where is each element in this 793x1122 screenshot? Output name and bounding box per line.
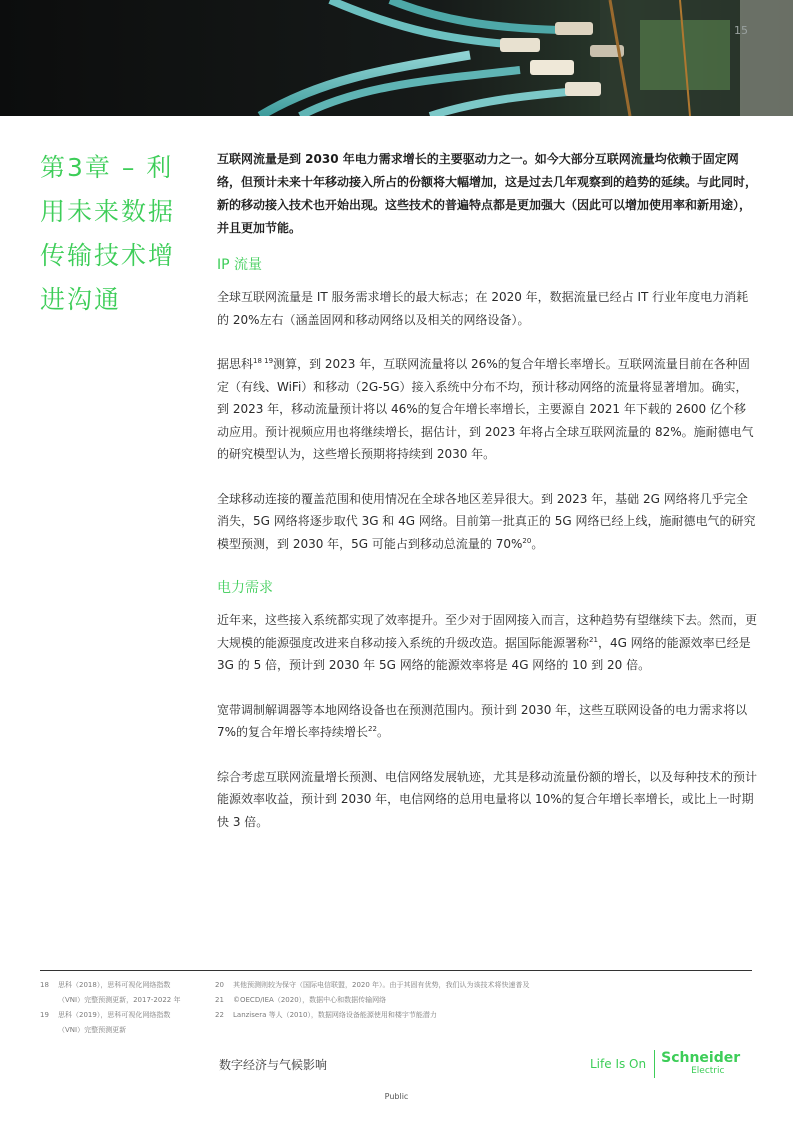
footnote-item: 22 Lanzisera 等人（2010），数据网络设备能源使用和楼宇节能潜力 <box>215 1011 437 1019</box>
footnotes-left <box>40 978 215 1038</box>
intro-paragraph: 互联网流量是到 2030 年电力需求增长的主要驱动力之一。如今大部分互联网流量均依赖于固定网络，但预计未来十年移动接入所占的份额将大幅增加，这是过去几年观察到的趋势的延续。与此同时，新的移动接入技术也开始出现。这些技术的普遍特点都是更加强大（因此可以增加使用率和新用途），并且更加节能。 <box>217 152 758 235</box>
brand-sub: Electric <box>691 1066 725 1076</box>
footnote-item: 19 思科（2019），思科可视化网络指数 （VNI）完整预测更新 <box>40 1011 171 1034</box>
paragraph: 近年来，这些接入系统都实现了效率提升。至少对于固网接入而言，这种趋势有望继续下去。然而，更大规模的能源强度改进来自移动接入系统的升级改造。据国际能源署称$^{21}$，4G 网络的能源效率已经是 3G 的 5 倍，预计到 2030 年 5G 网络的能源效率将是 4G 网络的 10 到 20 倍。 <box>217 613 758 672</box>
footnotes-right <box>215 978 755 1023</box>
hero-image <box>0 0 793 116</box>
tagline: Life Is On <box>590 1057 647 1071</box>
chapter-title: 第3章 – 利用未来数据传输技术增进沟通 <box>40 153 176 314</box>
schneider-logo <box>590 1050 740 1078</box>
logo-divider <box>654 1050 655 1078</box>
section-heading-power-demand: 电力需求 <box>217 580 273 596</box>
footnote-item: 18 思科（2018），思科可视化网络指数 （VNI）完整预测更新，2017-2022 年 <box>40 981 181 1004</box>
classification-label: Public <box>384 1092 409 1101</box>
section-heading-ip-traffic: IP 流量 <box>217 257 263 273</box>
hero-cables-graphic <box>0 0 793 116</box>
page-number: 15 <box>734 24 748 37</box>
paragraph: 全球互联网流量是 IT 服务需求增长的最大标志；在 2020 年，数据流量已经占 IT 行业年度电力消耗的 20%左右（涵盖固网和移动网络以及相关的网络设备）。 <box>217 290 749 327</box>
footnote-divider <box>40 970 752 971</box>
paragraph: 综合考虑互联网流量增长预测、电信网络发展轨迹，尤其是移动流量份额的增长，以及每种技术的预计能源效率收益，预计到 2030 年，电信网络的总用电量将以 10%的复合年增长率增长，或比上一时期快 3 倍。 <box>217 769 758 829</box>
paragraph: 据思科$^{18 19}$测算，到 2023 年，互联网流量将以 26%的复合年增长率增长。互联网流量目前在各种固定（有线、WiFi）和移动（2G-5G）接入系统中分布不均，预计移动网络的流量将显著增加。确实，到 2023 年，移动流量预计将以 46%的复合年增长率增长，主要源自 2021 年下载的 2600 亿个移动应用。预计视频应用也将继续增长，据估计，到 2023 年将占全球互联网流量的 82%。施耐德电气的研究模型认为，这些增长预期将持续到 2030 年。 <box>217 357 754 461</box>
footer-report-title: 数字经济与气候影响 <box>219 1058 328 1072</box>
brand-name: Schneider <box>661 1050 741 1066</box>
footnote-ref: 22 <box>368 725 377 733</box>
paragraph: 宽带调制解调器等本地网络设备也在预测范围内。预计到 2030 年，这些互联网设备的电力需求将以 7%的复合年增长率持续增长$^{22}$。 <box>217 702 748 739</box>
footnote-item: 20 其他预测则较为保守（国际电信联盟，2020 年）。由于其固有优势，我们认为该技术将快速普及 <box>215 981 530 989</box>
footnote-ref: 21 <box>589 635 598 644</box>
footnote-ref: 20 <box>522 536 532 545</box>
footnote-ref: 18 19 <box>253 357 274 365</box>
main-content <box>217 148 757 855</box>
footnote-item: 21 ©OECD/IEA（2020），数据中心和数据传输网络 <box>215 996 387 1004</box>
paragraph: 全球移动连接的覆盖范围和使用情况在全球各地区差异很大。到 2023 年，基础 2G 网络将几乎完全消失，5G 网络将逐步取代 3G 和 4G 网络。目前第一批真正的 5G 网络已经上线，施耐德电气的研究模型预测，到 2030 年，5G 可能占到移动总流量的 70%$^{20}$。 <box>217 491 756 551</box>
